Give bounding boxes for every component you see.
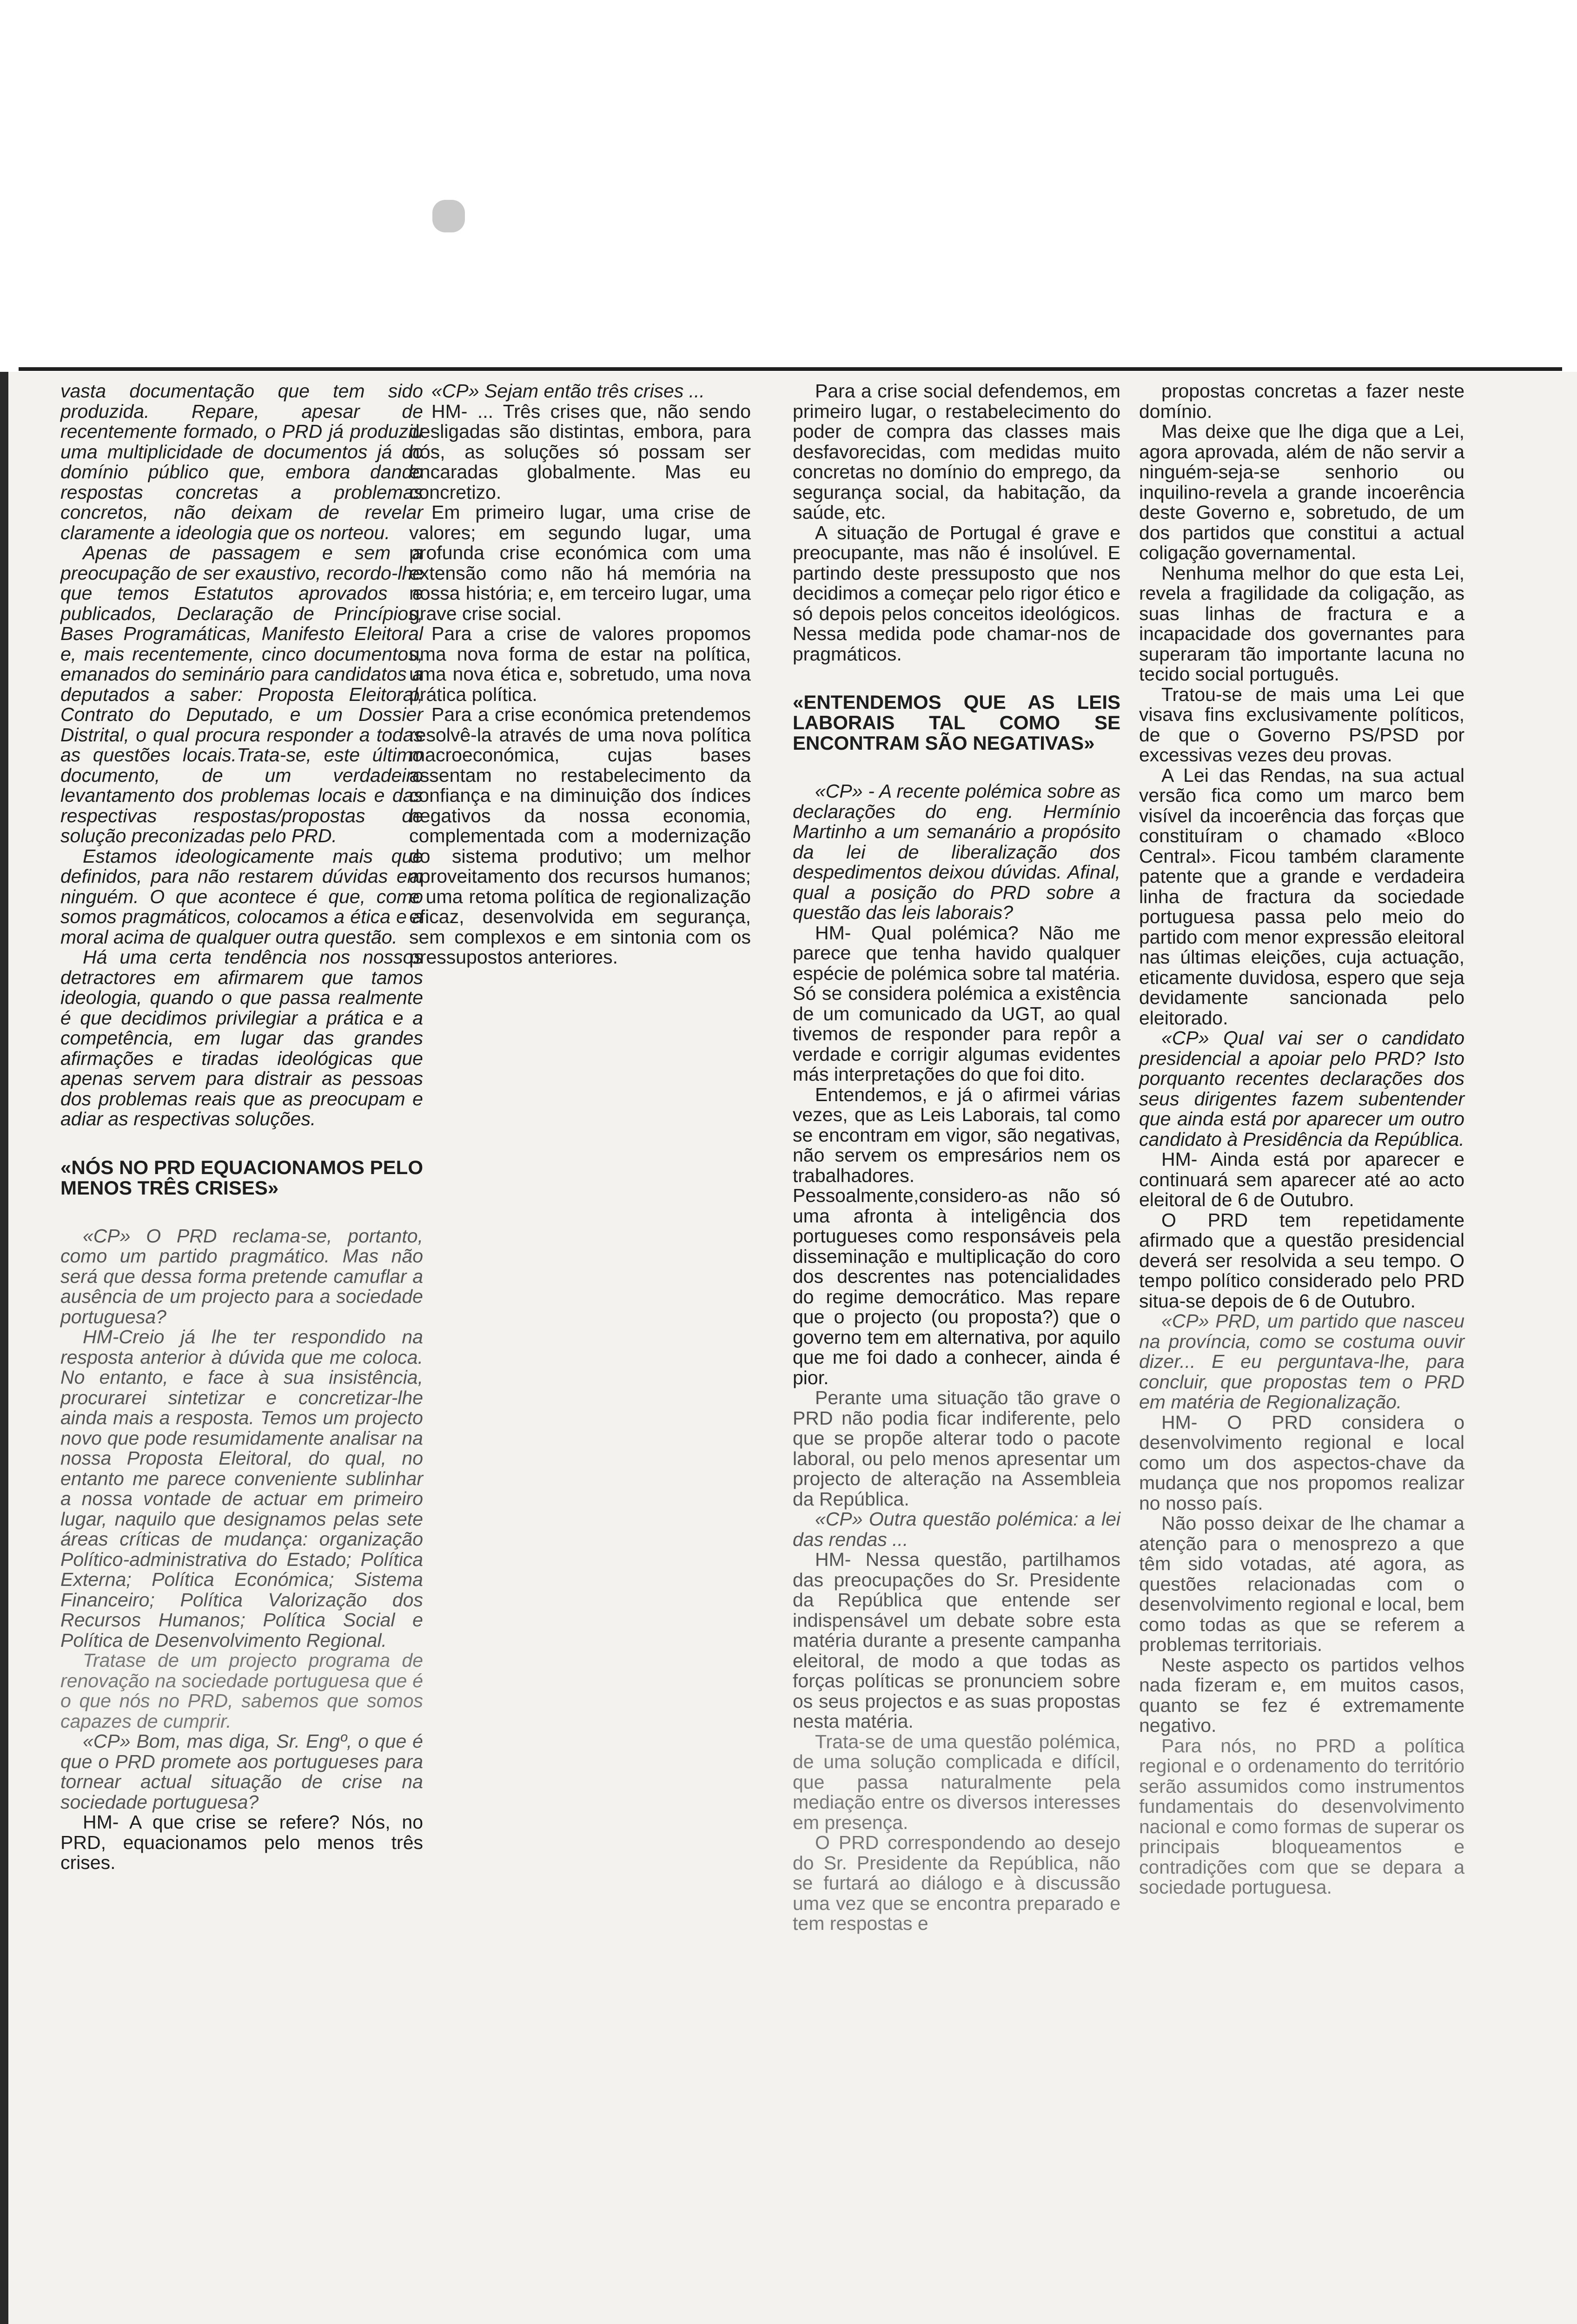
col1-answer-1: HM-Creio já lhe ter respondido na resposta anterior à dúvida que me coloca. No entanto, e face à sua insistência, procurarei sintetizar e concretizar-lhe ainda mais a resposta. Temos um projecto novo que pode resumidamente analisar na nossa Proposta Eleitoral, do qual, no entanto me parece conveniente sublinhar a nossa vontade de actuar em primeiro lugar, naquilo que designamos pelas sete áreas críticas de mudança: organização Político-administrativa do Estado; Política Externa; Política Económica; Sistema Financeiro; Política Valorização dos Recursos Humanos; Política Social e Política de Desenvolvimento Regional. <box>60 1326 423 1651</box>
col2-paragraph-1: HM- ... Três crises que, não sendo desligadas são distintas, embora, para nós, as soluções só possam ser encaradas globalmente. Mas eu concretizo. <box>409 400 751 503</box>
col2-paragraph-4: Para a crise económica pretendemos resolvê-la através de uma nova política macroeconómica, cujas bases assentam no restabelecimento da confiança e na diminuição dos índices negativos da nossa economia, complementada com a modernização do sistema produtivo; um melhor aproveitamento dos recursos humanos; e uma retoma política de regionalização eficaz, desenvolvida em segurança, sem complexos e em sintonia com os pressupostos anteriores. <box>409 704 751 968</box>
col1-subheading: «NÓS NO PRD EQUACIONAMOS PELO MENOS TRÊS CRISES» <box>60 1156 423 1199</box>
col4-paragraph-2: Mas deixe que lhe diga que a Lei, agora aprovada, além de não servir a ninguém-seja-se senhorio ou inquilino-revela a grande incoerência deste Governo e, sobretudo, de um dos partidos que constitui a actual coligação governamental. <box>1139 421 1464 563</box>
col3-answer-5: Trata-se de uma questão polémica, de uma solução complicada e difícil, que passa naturalmente pela mediação entre os diversos interesses em presença. <box>793 1730 1120 1833</box>
col4-answer-6: Para nós, no PRD a política regional e o ordenamento do território serão assumidos como instrumentos fundamentais do desenvolvimento nacional e como formas de superar os principais bloqueamentos e contradições com que se depara a sociedade portuguesa. <box>1139 1735 1464 1898</box>
col1-paragraph-2: Apenas de passagem e sem a preocupação de ser exaustivo, recordo-lhe que temos Estatutos aprovados e publicados, Declaração de Princípios, Bases Programáticas, Manifesto Eleitoral e, mais recentemente, cinco documentos, emanados do seminário para candidatos a deputados a saber: Proposta Eleitoral, Contrato do Deputado, e um Dossier Distrital, o qual procura responder a todas as questões locais.Trata-se, este último documento, de um verdadeiro levantamento dos problemas locais e das respectivas respostas/propostas de solução preconizadas pelo PRD. <box>60 542 423 846</box>
col3-question-2: «CP» Outra questão polémica: a lei das rendas ... <box>793 1508 1120 1550</box>
column-4 <box>1139 381 1464 1898</box>
column-3 <box>793 381 1120 1934</box>
col3-answer-6: O PRD correspondendo ao desejo do Sr. Presidente da República, não se furtará ao diálogo e à discussão uma vez que se encontra preparado e tem respostas e <box>793 1832 1120 1934</box>
col1-paragraph-4: Há uma certa tendência nos nossos detractores em afirmarem que tamos ideologia, quando o que passa realmente é que decidimos privilegiar a prática e a competência, em lugar das grandes afirmações e tiradas ideológicas que apenas servem para distrair as pessoas dos problemas reais que as preocupam e adiar as respectivas soluções. <box>60 946 423 1129</box>
col4-question-2: «CP» PRD, um partido que nasceu na província, como se costuma ouvir dizer... E eu perguntava-lhe, para concluir, que propostas tem o PRD em matéria de Regionalização. <box>1139 1310 1464 1413</box>
col3-paragraph-2: A situação de Portugal é grave e preocupante, mas não é insolúvel. E partindo deste pressuposto que nos decidimos a começar pelo rigor ético e só depois pelos conceitos ideológicos. Nessa medida pode chamar-nos de pragmáticos. <box>793 522 1120 665</box>
col4-paragraph-1: propostas concretas a fazer neste domínio. <box>1139 380 1464 422</box>
col4-paragraph-4: Tratou-se de mais uma Lei que visava fins exclusivamente políticos, de que o Governo PS/PSD por excessivas vezes deu provas. <box>1139 683 1464 766</box>
col3-answer-4: HM- Nessa questão, partilhamos das preocupações do Sr. Presidente da República que entende ser indispensável um debate sobre esta matéria durante a presente campanha eleitoral, de modo a que todas as forças políticas se pronunciem sobre os seus projectos e as suas propostas nesta matéria. <box>793 1549 1120 1732</box>
col4-paragraph-3: Nenhuma melhor do que esta Lei, revela a fragilidade da coligação, as suas linhas de fractura e a incapacidade dos governantes para superaram tão importante lacuna no tecido social português. <box>1139 562 1464 685</box>
col4-answer-4: Não posso deixar de lhe chamar a atenção para o menosprezo a que têm sido votadas, até agora, as questões relacionadas com o desenvolvimento regional e local, bem como todas as que se referem a problemas territoriais. <box>1139 1512 1464 1655</box>
col4-question-1: «CP» Qual vai ser o candidato presidencial a apoiar pelo PRD? Isto porquanto recentes declarações dos seus dirigentes fazem subentender que ainda está por aparecer um outro candidato à Presidência da República. <box>1139 1027 1464 1150</box>
col4-answer-2: O PRD tem repetidamente afirmado que a questão presidencial deverá ser resolvida a seu tempo. O tempo político considerado pelo PRD situa-se depois de 6 de Outubro. <box>1139 1209 1464 1312</box>
col1-question-2: «CP» Bom, mas diga, Sr. Engº, o que é que o PRD promete aos portugueses para tornear actual situação de crise na sociedade portuguesa? <box>60 1730 423 1813</box>
col3-question-1: «CP» - A recente polémica sobre as declarações do eng. Hermínio Martinho a um semanário a propósito da lei de liberalização dos despedimentos deixou dúvidas. Afinal, qual a posição do PRD sobre a questão das leis laborais? <box>793 780 1120 923</box>
col1-answer-1b: Tratase de um projecto programa de renovação na sociedade portuguesa que é o que nós no PRD, sabemos que somos capazes de cumprir. <box>60 1650 423 1732</box>
col3-answer-3: Perante uma situação tão grave o PRD não podia ficar indiferente, pelo que se propõe alterar todo o pacote laboral, ou pelo menos apresentar um projecto de alteração na Assembleia da República. <box>793 1387 1120 1510</box>
scan-smudge <box>432 200 465 232</box>
col1-answer-2: HM- A que crise se refere? Nós, no PRD, equacionamos pelo menos três crises. <box>60 1811 423 1873</box>
top-rule <box>19 367 1562 371</box>
col4-answer-5: Neste aspecto os partidos velhos nada fizeram e, em muitos casos, quanto se fez é extremamente negativo. <box>1139 1654 1464 1736</box>
col1-paragraph-1: vasta documentação que tem sido produzida. Repare, apesar de recentemente formado, o PRD já produziu uma multiplicidade de documentos já do domínio público que, embora dando respostas concretas a problemas concretos, não deixam de revelar claramente a ideologia que os norteou. <box>60 380 423 543</box>
col3-answer-2: Entendemos, e já o afirmei várias vezes, que as Leis Laborais, tal como se encontram em vigor, são negativas, não servem os empresários nem os trabalhadores. Pessoalmente,considero-as não só uma afronta à inteligência dos portugueses como responsáveis pela disseminação e multiplicação do coro dos descrentes nas potencialidades do regime democrático. Mas repare que o projecto (ou proposta?) que o governo tem em alternativa, por aquilo que me foi dado a conhecer, ainda é pior. <box>793 1083 1120 1388</box>
col4-paragraph-5: A Lei das Rendas, na sua actual versão fica como um marco bem visível da incoerência das forças que constituíram o chamado «Bloco Central». Ficou também claramente patente que a grande e verdadeira linha de fractura da sociedade portuguesa passa pelo meio do partido com menor expressão eleitoral nas últimas eleições, cuja actuação, eticamente duvidosa, espero que seja devidamente sancionada pelo eleitorado. <box>1139 764 1464 1029</box>
col1-question-1: «CP» O PRD reclama-se, portanto, como um partido pragmático. Mas não será que dessa forma pretende camuflar a ausência de um projecto para a sociedade portuguesa? <box>60 1225 423 1327</box>
col2-paragraph-3: Para a crise de valores propomos uma nova forma de estar na política, uma nova ética e, sobretudo, uma nova prática política. <box>409 623 751 705</box>
scan-left-edge <box>0 372 8 2324</box>
col3-subheading: «ENTENDEMOS QUE AS LEIS LABORAIS TAL COMO SE ENCONTRAM SÃO NEGATIVAS» <box>793 691 1120 754</box>
col1-paragraph-3: Estamos ideologicamente mais que definidos, para não restarem dúvidas em ninguém. O que acontece é que, como somos pragmáticos, colocamos a ética e a moral acima de qualquer outra questão. <box>60 845 423 948</box>
col3-paragraph-1: Para a crise social defendemos, em primeiro lugar, o restabelecimento do poder de compra das classes mais desfavorecidas, com medidas muito concretas no domínio do emprego, da segurança social, da habitação, da saúde, etc. <box>793 380 1120 523</box>
col2-paragraph-2: Em primeiro lugar, uma crise de valores; em segundo lugar, uma profunda crise económica com uma extensão como não há memória na nossa história; e, em terceiro lugar, uma grave crise social. <box>409 502 751 624</box>
col4-answer-3: HM- O PRD considera o desenvolvimento regional e local como um dos aspectos-chave da mudança que nos propomos realizar no nosso país. <box>1139 1411 1464 1514</box>
col3-answer-1: HM- Qual polémica? Não me parece que tenha havido qualquer espécie de polémica sobre tal matéria. Só se considera polémica a existência de um comunicado da UGT, ao qual tivemos de responder para repôr a verdade e corrigir algumas evidentes más interpretações do que foi dito. <box>793 922 1120 1085</box>
blank-page-area <box>0 0 1577 372</box>
column-1 <box>60 381 423 1873</box>
column-2 <box>409 381 751 968</box>
col4-answer-1: HM- Ainda está por aparecer e continuará sem aparecer até ao acto eleitoral de 6 de Outubro. <box>1139 1149 1464 1210</box>
col2-question: «CP» Sejam então três crises ... <box>431 380 705 402</box>
